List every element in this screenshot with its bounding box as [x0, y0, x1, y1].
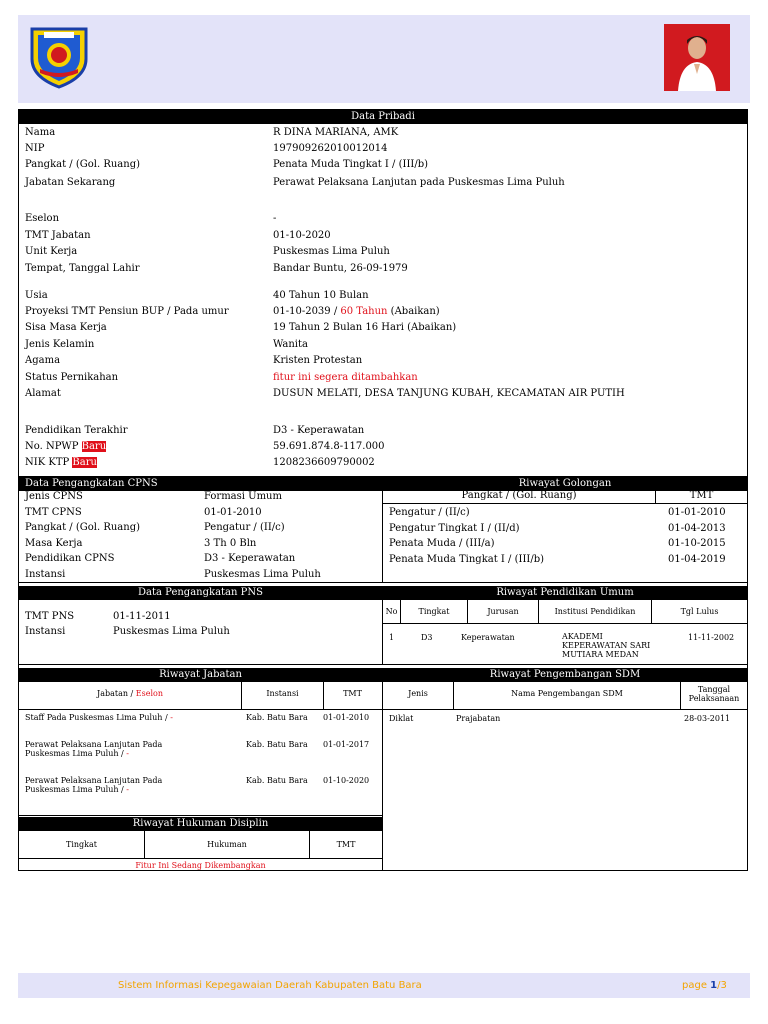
section-title-riwayat-sdm: Riwayat Pengembangan SDM	[383, 668, 747, 682]
column-header-tanggal: Tanggal	[697, 685, 731, 694]
field-label: Pangkat / (Gol. Ruang)	[25, 159, 140, 170]
field-label-with-badge	[25, 457, 97, 469]
field-label: Jabatan Sekarang	[25, 177, 116, 188]
jabatan-name: Perawat Pelaksana Lanjutan Pada	[25, 740, 163, 749]
cpns-label: Instansi	[25, 568, 66, 580]
column-divider	[241, 682, 242, 709]
pendidikan-jurusan: Keperawatan	[461, 633, 515, 642]
column-header: No	[385, 607, 398, 616]
section-title-pns: Data Pengangkatan PNS	[19, 586, 382, 600]
section-title-riwayat-hukuman: Riwayat Hukuman Disiplin	[19, 817, 382, 831]
cpns-value: D3 - Keperawatan	[204, 553, 296, 564]
field-label: Agama	[25, 355, 61, 366]
column-header-pangkat: Pangkat / (Gol. Ruang)	[461, 490, 577, 501]
field-label: TMT Jabatan	[25, 230, 91, 241]
pns-label: TMT PNS	[25, 611, 75, 622]
field-value: Puskesmas Lima Puluh	[273, 246, 390, 257]
column-divider	[680, 682, 681, 709]
section-title-data-pribadi: Data Pribadi	[19, 110, 747, 124]
footer-system-name: Sistem Informasi Kepegawaian Daerah Kabupaten Batu Bara	[118, 980, 422, 991]
column-header-jenis: Jenis	[408, 689, 428, 698]
field-value: fitur ini segera ditambahkan	[273, 372, 418, 383]
jabatan-name: Puskesmas Lima Puluh /	[25, 749, 127, 758]
field-label: NIP	[25, 143, 45, 154]
page-current: 1	[710, 980, 718, 991]
column-divider	[453, 682, 454, 709]
pendidikan-no: 1	[389, 633, 395, 642]
golongan-pangkat: Pengatur Tingkat I / (II/d)	[389, 522, 520, 534]
jabatan-eselon: -	[170, 713, 173, 722]
jabatan-eselon: -	[126, 749, 129, 758]
field-label: Jenis Kelamin	[25, 339, 95, 350]
field-value: R DINA MARIANA, AMK	[273, 127, 399, 138]
jabatan-name-line	[25, 749, 129, 759]
field-label: Proyeksi TMT Pensiun BUP / Pada umur	[25, 306, 229, 317]
field-value: Penata Muda Tingkat I / (III/b)	[273, 159, 429, 170]
jabatan-instansi: Kab. Batu Bara	[246, 740, 308, 749]
column-header: TMT	[336, 840, 356, 849]
cpns-label: Pendidikan CPNS	[25, 553, 115, 564]
field-value: 1208236609790002	[273, 457, 375, 468]
cpns-value: 01-01-2010	[204, 506, 262, 518]
jabatan-instansi: Kab. Batu Bara	[246, 713, 308, 722]
header-eselon-label: Eselon	[135, 689, 163, 698]
header-divider	[383, 709, 747, 710]
cpns-label: Pangkat / (Gol. Ruang)	[25, 522, 140, 533]
jabatan-name: Perawat Pelaksana Lanjutan Pada	[25, 776, 163, 785]
column-header-pelaksanaan: Pelaksanaan	[688, 694, 740, 703]
jabatan-name: Puskesmas Lima Puluh /	[25, 785, 127, 794]
cpns-label: Masa Kerja	[25, 537, 83, 549]
column-header-tmt: TMT	[343, 689, 362, 698]
section-title-riwayat-pendidikan: Riwayat Pendidikan Umum	[383, 586, 747, 600]
field-value: D3 - Keperawatan	[273, 425, 365, 436]
divider	[19, 815, 382, 816]
divider	[19, 582, 747, 583]
header-bar	[18, 15, 750, 103]
header-jabatan-label: Jabatan /	[96, 689, 136, 698]
page-label: page	[682, 980, 711, 991]
golongan-pangkat: Penata Muda / (III/a)	[389, 538, 495, 549]
field-label: Eselon	[25, 213, 60, 224]
pendidikan-tingkat: D3	[421, 633, 433, 642]
field-value: Perawat Pelaksana Lanjutan pada Puskesmas Lima Puluh	[273, 177, 565, 188]
cpns-value: Pengatur / (II/c)	[204, 522, 285, 533]
feature-in-development-note: Fitur Ini Sedang Dikembangkan	[135, 861, 266, 870]
column-divider	[655, 487, 656, 503]
jabatan-name: Staff Pada Puskesmas Lima Puluh /	[25, 713, 171, 722]
field-value: 59.691.874.8-117.000	[273, 441, 385, 452]
field-value: -	[273, 213, 277, 224]
jabatan-name-line	[25, 785, 129, 795]
page-indicator	[682, 973, 727, 998]
column-divider	[382, 586, 383, 664]
pendidikan-institusi-line: AKADEMI	[562, 632, 603, 641]
field-label: Sisa Masa Kerja	[25, 322, 107, 333]
jabatan-tmt: 01-10-2020	[323, 776, 370, 785]
field-value: DUSUN MELATI, DESA TANJUNG KUBAH, KECAMATAN AIR PUTIH	[273, 388, 625, 399]
value-part: (Abaikan)	[387, 306, 440, 317]
jabatan-name-line	[25, 713, 173, 723]
column-divider	[144, 831, 145, 858]
page-total: /3	[717, 980, 727, 991]
column-header-tmt: TMT	[689, 490, 714, 501]
jabatan-eselon: -	[126, 785, 129, 794]
column-header: Hukuman	[207, 840, 247, 849]
field-label: Alamat	[25, 388, 61, 399]
pendidikan-institusi-line: MUTIARA MEDAN	[562, 650, 639, 659]
column-divider	[651, 600, 652, 623]
pns-value: 01-11-2011	[113, 611, 171, 622]
value-part: 01-10-2039 /	[273, 306, 341, 317]
column-header: Tingkat	[66, 840, 97, 849]
pns-value: Puskesmas Lima Puluh	[113, 626, 230, 637]
divider	[19, 664, 747, 665]
new-badge: Baru	[72, 457, 97, 468]
field-value: Kristen Protestan	[273, 355, 363, 366]
cpns-value: 3 Th 0 Bln	[204, 537, 257, 549]
section-title-riwayat-golongan: Riwayat Golongan	[383, 477, 747, 491]
column-header-jabatan	[19, 689, 241, 699]
golongan-tmt: 01-04-2013	[668, 522, 726, 534]
field-label: Status Pernikahan	[25, 372, 119, 383]
field-label: Nama	[25, 127, 56, 138]
column-header: Jurusan	[487, 607, 519, 616]
header-divider	[19, 709, 382, 710]
field-label: NIK KTP	[25, 457, 70, 468]
golongan-pangkat: Penata Muda Tingkat I / (III/b)	[389, 553, 545, 565]
header-divider	[383, 623, 747, 624]
field-label: Unit Kerja	[25, 246, 78, 257]
cpns-value: Formasi Umum	[204, 491, 282, 502]
jabatan-tmt: 01-01-2010	[323, 713, 370, 722]
field-value: 40 Tahun 10 Bulan	[273, 290, 369, 301]
column-divider	[538, 600, 539, 623]
golongan-pangkat: Pengatur / (II/c)	[389, 507, 470, 518]
jabatan-instansi: Kab. Batu Bara	[246, 776, 308, 785]
field-label: No. NPWP	[25, 441, 79, 452]
header-divider	[19, 858, 382, 859]
sdm-jenis: Diklat	[389, 714, 414, 723]
field-label: Pendidikan Terakhir	[25, 425, 128, 436]
pendidikan-tgl-lulus: 11-11-2002	[688, 633, 735, 642]
column-header: Tingkat	[418, 607, 450, 616]
column-divider	[400, 600, 401, 623]
value-highlight: 60 Tahun	[340, 306, 388, 317]
golongan-tmt: 01-10-2015	[668, 538, 726, 549]
column-divider	[309, 831, 310, 858]
sdm-nama: Prajabatan	[456, 714, 501, 723]
field-value: Bandar Buntu, 26-09-1979	[273, 263, 408, 274]
pendidikan-institusi-line: KEPERAWATAN SARI	[562, 641, 651, 650]
pns-label: Instansi	[25, 626, 66, 637]
header-divider	[383, 503, 747, 504]
field-value	[273, 306, 440, 318]
profile-photo	[664, 24, 730, 91]
column-header-instansi: Instansi	[266, 689, 299, 698]
field-value: 197909262010012014	[273, 143, 388, 154]
field-value: 01-10-2020	[273, 230, 331, 241]
regency-logo	[26, 25, 92, 89]
section-title-cpns: Data Pengangkatan CPNS	[19, 477, 382, 491]
cpns-value: Puskesmas Lima Puluh	[204, 568, 321, 580]
golongan-tmt: 01-01-2010	[668, 507, 726, 518]
column-header-nama: Nama Pengembangan SDM	[511, 689, 623, 698]
column-divider	[467, 600, 468, 623]
cpns-label: TMT CPNS	[25, 506, 82, 518]
field-label: Tempat, Tanggal Lahir	[25, 263, 140, 274]
cpns-label: Jenis CPNS	[25, 491, 83, 502]
sdm-tanggal: 28-03-2011	[684, 714, 731, 723]
field-label: Usia	[25, 290, 48, 301]
column-header: Tgl Lulus	[680, 607, 719, 616]
field-label-with-badge	[25, 441, 106, 453]
golongan-tmt: 01-04-2019	[668, 553, 726, 565]
new-badge: Baru	[81, 441, 107, 452]
field-value: 19 Tahun 2 Bulan 16 Hari (Abaikan)	[273, 322, 457, 333]
field-value: Wanita	[273, 339, 308, 350]
jabatan-tmt: 01-01-2017	[323, 740, 370, 749]
section-title-riwayat-jabatan: Riwayat Jabatan	[19, 668, 382, 682]
column-header: Institusi Pendidikan	[554, 607, 636, 616]
column-divider	[323, 682, 324, 709]
